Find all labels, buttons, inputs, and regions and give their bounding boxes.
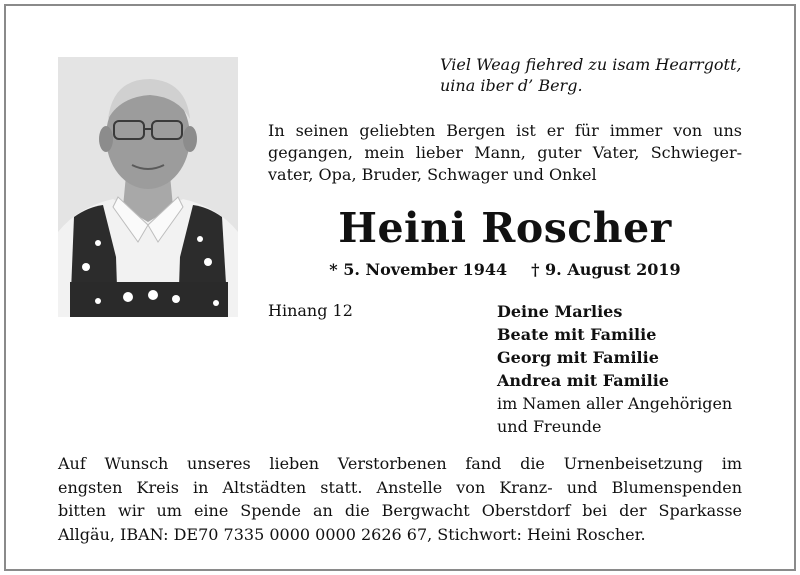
life-dates <box>268 258 742 282</box>
address: Hinang 12 <box>268 301 353 320</box>
motto-line: Viel Weag fiehred zu isam Hearrgott, <box>440 55 742 74</box>
mourner-item: Beate mit Familie <box>497 325 657 344</box>
mourner-item: Andrea mit Familie <box>497 371 669 390</box>
intro-line: gegangen, mein lieber Mann, guter Vater, Schwieger- <box>268 143 742 162</box>
portrait-illustration <box>58 57 238 317</box>
mourner-item: Deine Marlies <box>497 302 623 321</box>
motto-verse <box>440 54 760 96</box>
notice-line: Allgäu, IBAN: DE70 7335 0000 0000 2626 67, Stichwort: Heini Roscher. <box>58 524 646 544</box>
intro-line: vater, Opa, Bruder, Schwager und Onkel <box>268 165 597 184</box>
intro-line: In seinen geliebten Bergen ist er für immer von uns <box>268 121 742 140</box>
deceased-name: Heini Roscher <box>338 204 672 252</box>
notice-line: engsten Kreis in Altstädten statt. Anstelle von Kranz- und Blumenspenden <box>58 477 742 497</box>
death-date: † 9. August 2019 <box>531 260 681 279</box>
intro-text <box>268 120 742 186</box>
mourners-list <box>497 300 732 438</box>
notice-line: Auf Wunsch unseres lieben Verstorbenen fand die Urnenbeisetzung im <box>58 454 742 473</box>
motto-line: uina iber d’ Berg. <box>440 76 583 95</box>
funeral-notice <box>58 452 742 546</box>
mourner-item: Georg mit Familie <box>497 348 659 367</box>
mourners-closing: im Namen aller Angehörigen <box>497 394 733 413</box>
notice-line: bitten wir um eine Spende an die Bergwacht Oberstdorf bei der Sparkasse <box>58 501 742 520</box>
mourners-closing: und Freunde <box>497 417 602 436</box>
birth-date: * 5. November 1944 <box>329 260 508 279</box>
portrait-photo <box>58 57 238 317</box>
